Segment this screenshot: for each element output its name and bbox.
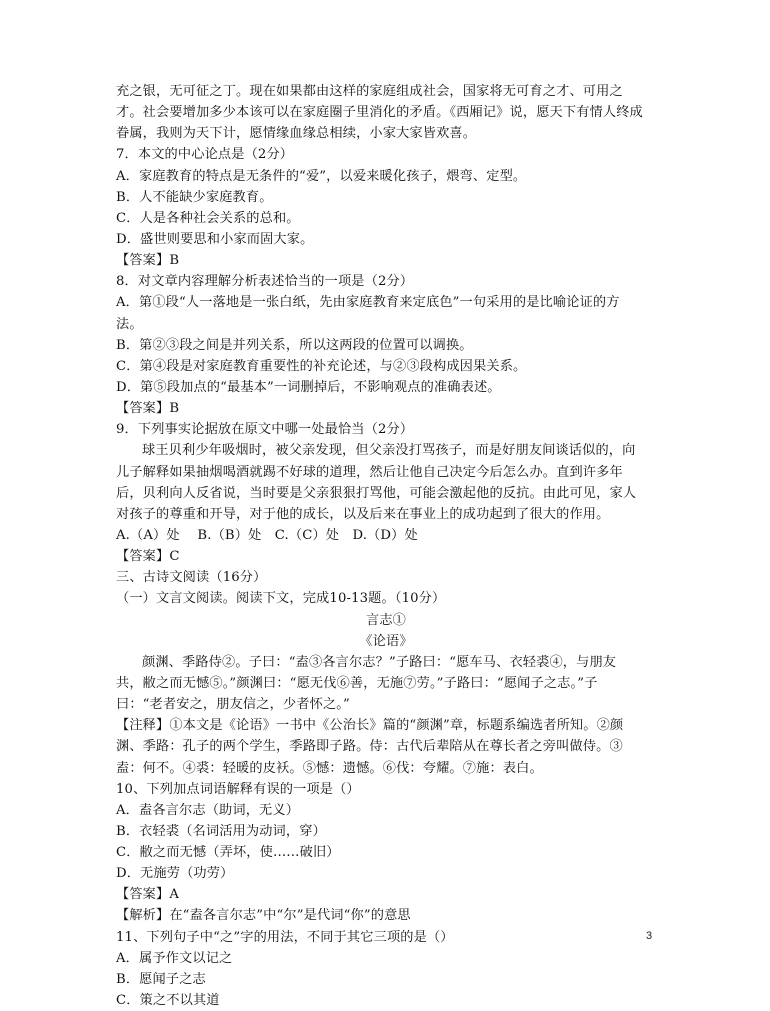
question-8-stem: 8．对文章内容理解分析表述恰当的一项是（2分）	[116, 274, 414, 290]
question-8-option-a: A．第①段“人一落地是一张白纸，先由家庭教育来定底色”一句采用的是比喻论证的方	[116, 295, 620, 311]
annotation-text: 渊、季路：孔子的两个学生，季路即子路。侍：古代后辈陪从在尊长者之旁叫做侍。③	[116, 739, 623, 755]
question-9-stem: 9．下列事实论据放在原文中哪一处最恰当（2分）	[116, 422, 414, 438]
question-8-option-d: D．第⑤段加点的“最基本”一词删掉后，不影响观点的准确表述。	[116, 379, 501, 395]
question-10-option-b: B．衣轻裘（名词活用为动词，穿）	[116, 823, 326, 839]
text-line: 才。社会要增加多少本该可以在家庭圈子里消化的矛盾。《西厢记》说，愿天下有情人终成	[116, 105, 643, 121]
annotation-text: 【注释】①本文是《论语》一书中《公治长》篇的“颜渊”章，标题系编选者所知。②颜	[116, 718, 624, 734]
question-7-option-a: A．家庭教育的特点是无条件的“爱”，以爱来暖化孩子，煨弯、定型。	[116, 168, 527, 184]
passage-title: 言志①	[365, 612, 406, 628]
annotation-text: 盍：何不。④裘：轻暖的皮袄。⑤憾：遗憾。⑥伐：夸耀。⑦施：表白。	[116, 760, 543, 776]
subsection-heading: （一）文言文阅读。阅读下文，完成10-13题。（10分）	[116, 591, 446, 607]
question-8-option-a-cont: 法。	[116, 316, 143, 332]
passage-text: 曰：“老者安之，朋友信之，少者怀之。”	[116, 697, 350, 713]
question-11-option-c: C．策之不以其道	[116, 993, 220, 1009]
question-10-option-c: C．敝之而无憾（弄坏，使……破旧）	[116, 845, 340, 861]
question-9-options: A.（A）处 B.（B）处 C.（C）处 D.（D）处	[116, 527, 418, 543]
question-10-answer: 【答案】A	[116, 887, 180, 903]
question-11-option-b: B．愿闻子之志	[116, 971, 206, 987]
question-8-option-b: B．第②③段之间是并列关系，所以这两段的位置可以调换。	[116, 337, 473, 353]
question-7-option-b: B．人不能缺少家庭教育。	[116, 189, 273, 205]
question-11-option-a: A．属予作文以记之	[116, 950, 233, 966]
passage-text: 共，敝之而无憾⑤。”颜渊曰：“愿无伐⑥善，无施⑦劳。”子路曰：“愿闻子之志。”子	[116, 675, 598, 691]
question-10-option-a: A．盍各言尔志（助词，无义）	[116, 802, 300, 818]
question-10-option-d: D．无施劳（功劳）	[116, 866, 234, 882]
passage-text: 颜渊、季路侍②。子曰：“盍③各言尔志？”子路曰：“愿车马、衣轻裘④，与朋友	[142, 654, 617, 670]
question-9-passage: 球王贝利少年吸烟时，被父亲发现，但父亲没打骂孩子，而是好朋友间谈话似的，向	[142, 443, 636, 459]
question-7-option-c: C．人是各种社会关系的总和。	[116, 210, 300, 226]
question-8-option-c: C．第④段是对家庭教育重要性的补充论述，与②③段构成因果关系。	[116, 358, 527, 374]
question-9-passage: 后，贝利向人反省说，当时要是父亲狠狠打骂他，可能会激起他的反抗。由此可见，家人	[116, 485, 637, 501]
question-11-stem: 11、下列句子中“之”字的用法，不同于其它三项的是（）	[116, 929, 454, 945]
question-9-passage: 对孩子的尊重和开导，对于他的成长，以及后来在事业上的成功起到了很大的作用。	[116, 506, 610, 522]
question-10-explanation: 【解析】在“盍各言尔志”中“尔”是代词“你”的意思	[116, 908, 411, 924]
question-7-option-d: D．盛世则要思和小家而固大家。	[116, 231, 314, 247]
section-heading: 三、古诗文阅读（16分）	[116, 570, 267, 586]
page-number: 3	[646, 930, 653, 942]
question-7-answer: 【答案】B	[116, 253, 180, 269]
question-7-stem: 7．本文的中心论点是（2分）	[116, 147, 294, 163]
document-page	[116, 81, 656, 1011]
text-line: 眷属，我则为天下计，愿情缘血缘总相续，小家大家皆欢喜。	[116, 126, 477, 142]
passage-source: 《论语》	[359, 633, 413, 649]
text-line: 充之银，无可征之丁。现在如果都由这样的家庭组成社会，国家将无可育之才、可用之	[116, 84, 623, 99]
question-9-passage: 儿子解释如果抽烟喝酒就踢不好球的道理，然后让他自己决定今后怎么办。直到许多年	[116, 464, 623, 480]
question-8-answer: 【答案】B	[116, 401, 180, 417]
question-9-answer: 【答案】C	[116, 549, 180, 565]
question-10-stem: 10、下列加点词语解释有误的一项是（）	[116, 781, 360, 797]
